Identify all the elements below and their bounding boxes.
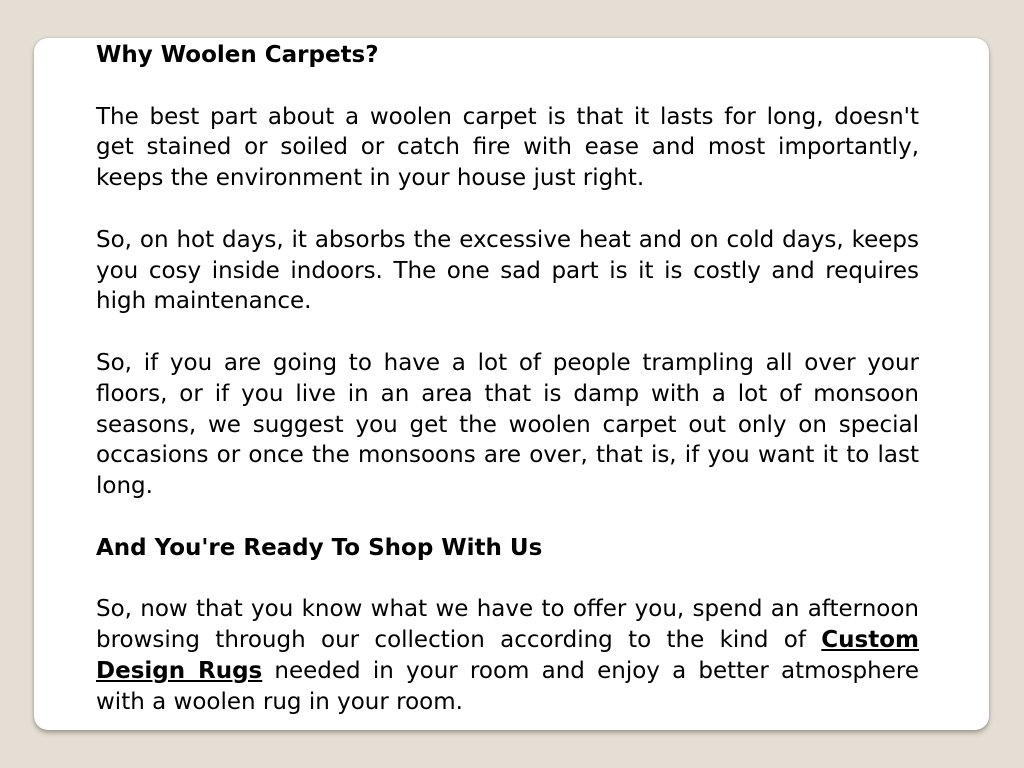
custom-design-rugs-link[interactable]: Custom Design Rugs [96,627,919,684]
heading-why-woolen-carpets: Why Woolen Carpets? [96,42,379,68]
paragraph-text-before-link: So, now that you know what we have to offer you, spend an afternoon browsing through our collection according to the kind of [96,596,919,654]
article-body [96,40,919,718]
paragraph-hot-cold-days: So, on hot days, it absorbs the excessive heat and on cold days, keeps you cosy inside indoors. The one sad part is it is costly and requires high maintenance. [96,226,919,315]
paragraph-text-after-link: needed in your room and enjoy a better atmosphere with a woolen rug in your room. [96,657,919,715]
paragraph-shop-invitation [96,594,919,717]
slide-card [34,38,989,730]
paragraph-usage-advice: So, if you are going to have a lot of people trampling all over your floors, or if you live in an area that is damp with a lot of monsoon seasons, we suggest you get the woolen carpet out only on special occasions or once the monsoons are over, that is, if you want it to last long. [96,349,919,500]
paragraph-benefits: The best part about a woolen carpet is that it lasts for long, doesn't get stained or soiled or catch fire with ease and most importantly, keeps the environment in your house just right. [96,103,919,192]
heading-ready-to-shop: And You're Ready To Shop With Us [96,534,543,561]
